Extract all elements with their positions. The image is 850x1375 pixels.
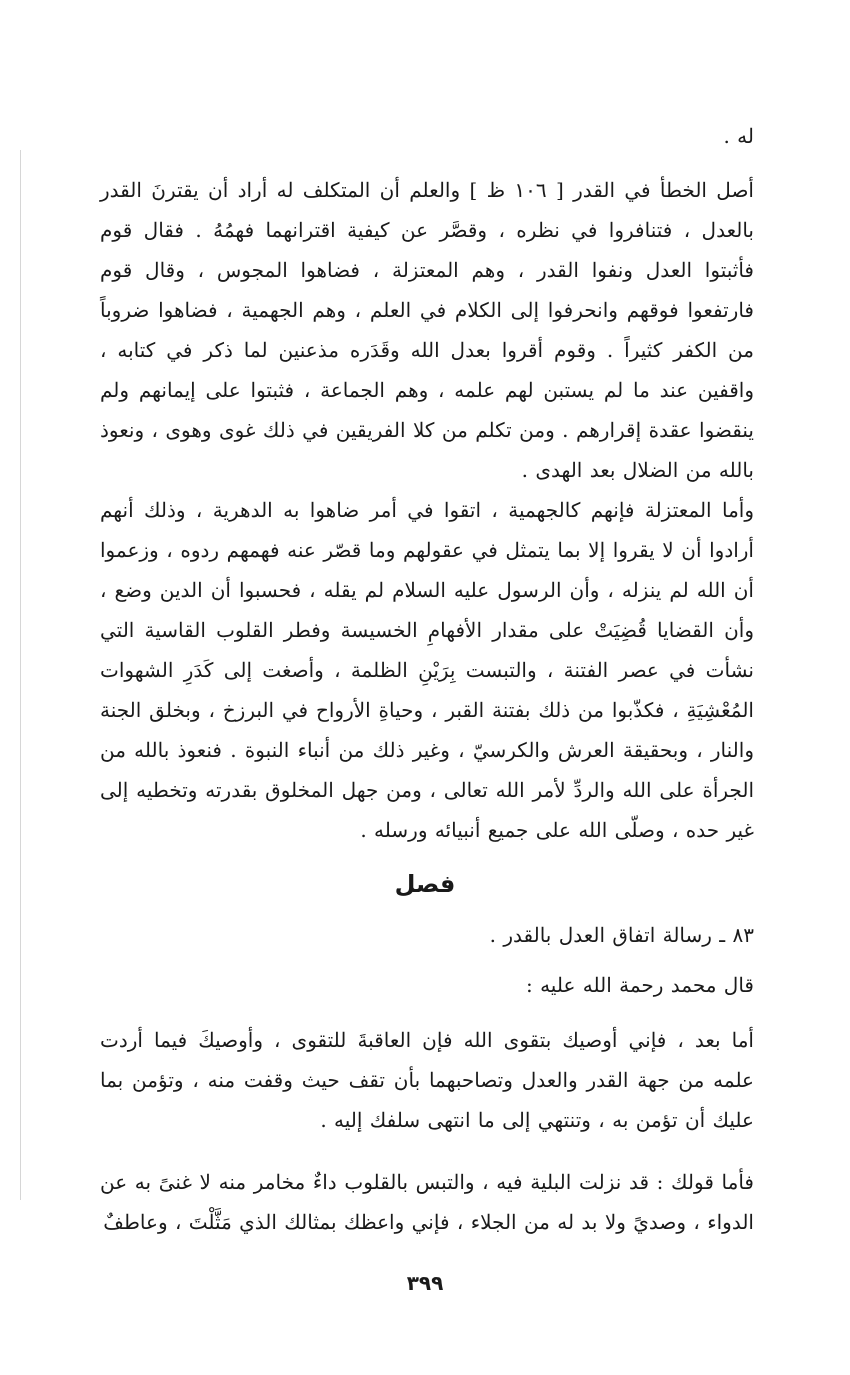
paragraph-reply: فأما قولك : قد نزلت البلية فيه ، والتبس بالقلوب داءٌ مخامر منه لا غنىً به عن الدواء ، وصديً ولا بد له من الجلاء ، فإني واعظك بمثالك الذي مَثَّلْتَ ، وعاطفٌ bbox=[100, 1170, 754, 1234]
attribution-line: قال محمد رحمة الله عليه : bbox=[525, 973, 754, 997]
page-edge-shadow bbox=[20, 150, 21, 1200]
paragraph-mutazila: وأما المعتزلة فإنهم كالجهمية ، اتقوا في أمر ضاهوا به الدهرية ، وذلك أنهم أرادوا أن لا يقروا إلا بما يتمثل في عقولهم وما قصّر عنه فهمهم ردوه ، وزعموا أن الله لم ينزله ، وأن الرسول عليه السلام لم يقله ، فحسبوا أن الدين وضع ، وأن القضايا قُضِيَتْ على مقدار الأفهامِ الخسيسة وفطر القلوب القاسية التي نشأت في عصر الفتنة ، والتبست بِرَيْنِ الظلمة ، وأصغت إلى كَدَرِ الشهوات المُعْشِيَةِ ، فكذّبوا من ذلك بفتنة القبر ، وحياةِ الأرواح في البرزخ ، وبخلق الجنة والنار ، وبحقيقة العرش والكرسيّ ، وغير ذلك من أنباء النبوة . فنعوذ بالله من الجرأة على الله والردِّ لأمر الله تعالى ، ومن جهل المخلوق بقدرته وتخطيه إلى غير حده ، وصلّى الله على جميع أنبيائه ورسله . bbox=[100, 498, 754, 842]
page-number: ٣٩٩ bbox=[406, 1271, 444, 1295]
section-heading: فصل bbox=[394, 870, 456, 898]
paragraph-qadar-error: أصل الخطأ في القدر [ ١٠٦ ظ ] والعلم أن المتكلف له أراد أن يقترنَ القدر بالعدل ، فتنافروا في نظره ، وقصَّر عن كيفية اقترانهما فهمُهُ . فقال قوم فأثبتوا العدل ونفوا القدر ، وهم المعتزلة ، فضاهوا المجوس ، وقال قوم فارتفعوا فوقهم وانحرفوا إلى الكلام في العلم ، وهم الجهمية ، فضاهوا ضروباً من الكفر كثيراً . وقوم أقروا بعدل الله وقَدَره مذعنين لما ذكر في كتابه ، واقفين عند ما لم يستبن لهم علمه ، وهم الجماعة ، فثبتوا على إيمانهم ولم ينقضوا عقدة إقرارهم . ومن تكلم من كلا الفريقين في ذلك غوى وهوى ، ونعوذ بالله من الضلال بعد الهدى . bbox=[100, 178, 754, 482]
section-title: ٨٣ ـ رسالة اتفاق العدل بالقدر . bbox=[489, 923, 754, 947]
paragraph-advice: أما بعد ، فإني أوصيك بتقوى الله فإن العاقبةَ للتقوى ، وأوصيكَ فيما أردت علمه من جهة القدر والعدل وتصاحبهما بأن تقف حيث وقفت منه ، وتؤمن بما عليك أن تؤمن به ، وتنتهي إلى ما انتهى سلفك إليه . bbox=[100, 1028, 754, 1132]
continuation-line: له . bbox=[723, 124, 754, 148]
